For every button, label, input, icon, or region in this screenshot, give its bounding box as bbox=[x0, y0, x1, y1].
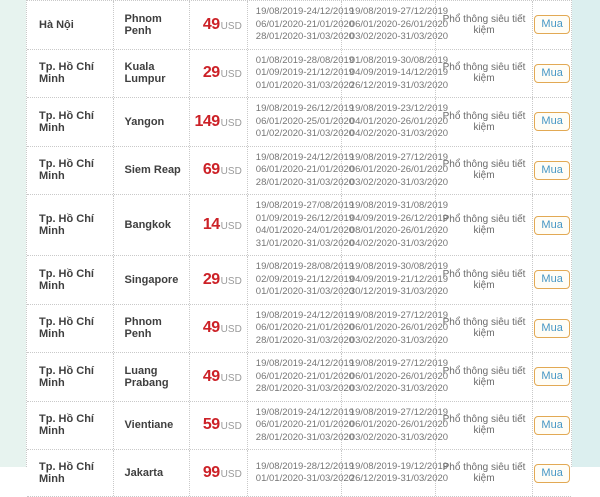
fare-class-label: Phổ thông siêu tiết kiệm bbox=[442, 62, 526, 85]
booking-period-line: 19/08/2019-24/12/2019 bbox=[255, 151, 355, 163]
origin-cell bbox=[27, 50, 114, 98]
booking-period-line: 01/09/2019-26/12/2019 bbox=[255, 212, 355, 224]
travel-period-cell bbox=[342, 50, 449, 98]
booking-period-line: 19/08/2019-28/08/2019 bbox=[255, 261, 355, 272]
booking-period-cell bbox=[248, 195, 355, 255]
booking-period-cell bbox=[248, 50, 355, 98]
price-cell bbox=[190, 98, 248, 146]
buy-cell bbox=[533, 402, 571, 450]
fare-class-cell bbox=[436, 402, 533, 450]
origin-cell bbox=[27, 1, 114, 49]
fares-table bbox=[26, 0, 572, 485]
price bbox=[203, 161, 242, 179]
destination-city: Kuala Lumpur bbox=[124, 61, 166, 86]
booking-period-line: 19/08/2019-28/12/2019 bbox=[255, 460, 355, 472]
travel-period-cell bbox=[342, 147, 449, 195]
buy-cell bbox=[533, 305, 571, 353]
travel-period-line: 26/12/2019-31/03/2020 bbox=[349, 79, 449, 91]
fare-row bbox=[27, 98, 571, 147]
travel-period-line: 19/08/2019-30/08/2019 bbox=[349, 261, 449, 272]
travel-period-line: 03/02/2020-31/03/2020 bbox=[349, 334, 449, 346]
left-background-strip bbox=[0, 0, 26, 467]
buy-button[interactable]: Mua bbox=[534, 161, 569, 180]
booking-period-line: 01/08/2019-28/08/2019 bbox=[255, 54, 355, 66]
price-cell bbox=[190, 402, 248, 450]
travel-period-line: 01/08/2019-30/08/2019 bbox=[349, 54, 449, 66]
buy-cell bbox=[533, 1, 571, 49]
origin-cell bbox=[27, 195, 114, 255]
price-cell bbox=[190, 195, 248, 255]
travel-period-line: 06/01/2020-26/01/2020 bbox=[349, 164, 449, 175]
fare-class-cell bbox=[436, 195, 533, 255]
buy-button[interactable]: Mua bbox=[534, 367, 569, 386]
fare-class-label: Phổ thông siêu tiết kiệm bbox=[442, 110, 526, 133]
origin-city: Tp. Hồ Chí Minh bbox=[39, 461, 94, 485]
fare-class-label: Phổ thông siêu tiết kiệm bbox=[442, 317, 526, 340]
booking-period-cell bbox=[248, 1, 355, 49]
price-cell bbox=[190, 256, 248, 304]
buy-cell bbox=[533, 450, 571, 496]
destination-cell bbox=[114, 50, 191, 98]
travel-period-line: 04/09/2019-26/12/2019 bbox=[349, 212, 449, 224]
origin-cell bbox=[27, 98, 114, 146]
travel-period-cell bbox=[342, 353, 449, 401]
buy-button[interactable]: Mua bbox=[534, 112, 569, 131]
booking-period-line: 19/08/2019-24/12/2019 bbox=[255, 406, 355, 418]
travel-period-cell bbox=[342, 256, 449, 304]
fare-class-label: Phổ thông siêu tiết kiệm bbox=[442, 159, 526, 182]
booking-period-line: 06/01/2020-25/01/2020 bbox=[255, 115, 355, 127]
destination-city: Yangon bbox=[124, 115, 165, 128]
travel-period-line: 19/08/2019-23/12/2019 bbox=[349, 103, 449, 114]
price-currency: USD bbox=[220, 372, 242, 384]
travel-period-line: 26/12/2019-31/03/2020 bbox=[349, 473, 449, 484]
booking-period-line: 06/01/2020-21/01/2020 bbox=[255, 322, 355, 333]
price bbox=[194, 113, 241, 131]
fare-class-label: Phổ thông siêu tiết kiệm bbox=[442, 13, 526, 36]
buy-button[interactable]: Mua bbox=[534, 319, 569, 338]
travel-period-line: 08/01/2020-26/01/2020 bbox=[349, 225, 449, 236]
fare-class-label: Phổ thông siêu tiết kiệm bbox=[442, 365, 526, 388]
buy-cell bbox=[533, 98, 571, 146]
travel-period-line: 04/09/2019-14/12/2019 bbox=[349, 67, 449, 78]
price-amount: 49 bbox=[202, 367, 220, 385]
fare-class-cell bbox=[436, 353, 533, 401]
buy-cell bbox=[533, 353, 571, 401]
booking-period-cell bbox=[248, 353, 355, 401]
travel-period-line: 19/08/2019-27/12/2019 bbox=[349, 151, 449, 163]
origin-cell bbox=[27, 256, 114, 304]
booking-period-line: 19/08/2019-24/12/2019 bbox=[255, 6, 355, 17]
booking-period-line: 28/01/2020-31/03/2020 bbox=[255, 431, 355, 443]
booking-period-cell bbox=[248, 147, 355, 195]
price-amount: 69 bbox=[202, 161, 220, 179]
booking-period-line: 19/08/2019-27/08/2019 bbox=[255, 200, 355, 211]
booking-period-line: 01/01/2020-31/03/2020 bbox=[255, 473, 355, 484]
destination-cell bbox=[114, 195, 191, 255]
travel-period-line: 03/02/2020-31/03/2020 bbox=[349, 431, 449, 443]
buy-cell bbox=[533, 147, 571, 195]
buy-button[interactable]: Mua bbox=[534, 64, 569, 83]
fare-class-label: Phổ thông siêu tiết kiệm bbox=[442, 414, 526, 437]
price bbox=[203, 368, 242, 386]
price-currency: USD bbox=[220, 166, 242, 178]
booking-period-line: 28/01/2020-31/03/2020 bbox=[255, 31, 355, 42]
price-amount: 29 bbox=[202, 64, 220, 82]
booking-period-line: 06/01/2020-21/01/2020 bbox=[255, 18, 355, 30]
travel-period-line: 19/08/2019-19/12/2019 bbox=[349, 460, 449, 472]
price-currency: USD bbox=[220, 275, 242, 287]
destination-cell bbox=[114, 1, 191, 49]
fare-row bbox=[27, 305, 571, 354]
travel-period-line: 19/08/2019-27/12/2019 bbox=[349, 406, 449, 418]
price-currency: USD bbox=[220, 221, 242, 232]
destination-city: Luang Prabang bbox=[124, 364, 169, 389]
price-amount: 29 bbox=[202, 270, 220, 288]
fare-class-label: Phổ thông siêu tiết kiệm bbox=[442, 214, 526, 236]
origin-cell bbox=[27, 353, 114, 401]
fare-row bbox=[27, 195, 571, 256]
booking-period-line: 01/01/2020-31/03/2020 bbox=[255, 286, 355, 297]
booking-period-line: 01/01/2020-31/03/2020 bbox=[255, 79, 355, 91]
travel-period-cell bbox=[342, 1, 449, 49]
travel-period-line: 06/01/2020-26/01/2020 bbox=[349, 370, 449, 382]
buy-button[interactable]: Mua bbox=[534, 464, 569, 483]
price-cell bbox=[190, 50, 248, 98]
travel-period-line: 19/08/2019-27/12/2019 bbox=[349, 358, 449, 369]
booking-period-line: 28/01/2020-31/03/2020 bbox=[255, 334, 355, 346]
price-cell bbox=[190, 305, 248, 353]
price-amount: 99 bbox=[202, 464, 220, 481]
price-currency: USD bbox=[220, 469, 242, 480]
booking-period-cell bbox=[248, 256, 355, 304]
booking-period-line: 02/09/2019-21/12/2019 bbox=[255, 273, 355, 285]
fare-row bbox=[27, 50, 571, 99]
price-cell bbox=[190, 1, 248, 49]
travel-period-line: 06/01/2020-26/01/2020 bbox=[349, 322, 449, 333]
price bbox=[203, 271, 242, 289]
destination-city: Vientiane bbox=[124, 419, 174, 432]
price bbox=[203, 216, 242, 234]
price-cell bbox=[190, 450, 248, 496]
fare-row bbox=[27, 353, 571, 402]
fare-class-cell bbox=[436, 256, 533, 304]
price-amount: 149 bbox=[194, 112, 220, 130]
travel-period-line: 03/02/2020-31/03/2020 bbox=[349, 176, 449, 188]
booking-period-cell bbox=[248, 402, 355, 450]
booking-period-line: 19/08/2019-26/12/2019 bbox=[255, 103, 355, 114]
origin-cell bbox=[27, 450, 114, 496]
destination-cell bbox=[114, 305, 191, 353]
booking-period-line: 19/08/2019-24/12/2019 bbox=[255, 309, 355, 321]
fare-class-cell bbox=[436, 147, 533, 195]
booking-period-line: 04/01/2020-24/01/2020 bbox=[255, 225, 355, 236]
fare-class-label: Phổ thông siêu tiết kiệm bbox=[442, 268, 526, 291]
travel-period-line: 04/02/2020-31/03/2020 bbox=[349, 237, 449, 249]
booking-period-cell bbox=[248, 98, 355, 146]
origin-city: Tp. Hồ Chí Minh bbox=[39, 61, 94, 86]
buy-cell bbox=[533, 256, 571, 304]
travel-period-line: 06/01/2020-26/01/2020 bbox=[349, 419, 449, 430]
price bbox=[203, 416, 242, 434]
origin-city: Tp. Hồ Chí Minh bbox=[39, 158, 94, 183]
buy-button[interactable]: Mua bbox=[534, 216, 569, 235]
origin-cell bbox=[27, 147, 114, 195]
fare-class-cell bbox=[436, 98, 533, 146]
travel-period-line: 03/02/2020-31/03/2020 bbox=[349, 383, 449, 394]
fare-row bbox=[27, 1, 571, 50]
booking-period-line: 28/01/2020-31/03/2020 bbox=[255, 383, 355, 394]
booking-period-line: 28/01/2020-31/03/2020 bbox=[255, 176, 355, 188]
destination-cell bbox=[114, 256, 191, 304]
price-currency: USD bbox=[220, 20, 242, 32]
price-cell bbox=[190, 147, 248, 195]
price-currency: USD bbox=[220, 69, 242, 81]
travel-period-line: 04/02/2020-31/03/2020 bbox=[349, 128, 449, 139]
price-amount: 14 bbox=[202, 216, 220, 233]
price-amount: 49 bbox=[202, 15, 220, 33]
fare-row bbox=[27, 450, 571, 497]
travel-period-line: 04/09/2019-21/12/2019 bbox=[349, 273, 449, 285]
price-amount: 59 bbox=[202, 416, 220, 434]
booking-period-line: 06/01/2020-21/01/2020 bbox=[255, 164, 355, 175]
origin-city: Tp. Hồ Chí Minh bbox=[39, 267, 94, 292]
origin-city: Hà Nội bbox=[39, 18, 74, 31]
fare-row bbox=[27, 402, 571, 451]
fare-class-cell bbox=[436, 305, 533, 353]
origin-city: Tp. Hồ Chí Minh bbox=[39, 213, 94, 237]
buy-button[interactable]: Mua bbox=[534, 416, 569, 435]
fare-class-cell bbox=[436, 1, 533, 49]
booking-period-line: 06/01/2020-21/01/2020 bbox=[255, 370, 355, 382]
travel-period-line: 04/01/2020-26/01/2020 bbox=[349, 115, 449, 127]
price bbox=[203, 64, 242, 82]
booking-period-cell bbox=[248, 450, 355, 496]
price bbox=[203, 16, 242, 34]
destination-cell bbox=[114, 147, 191, 195]
buy-cell bbox=[533, 195, 571, 255]
price-cell bbox=[190, 353, 248, 401]
fare-class-cell bbox=[436, 50, 533, 98]
travel-period-line: 19/08/2019-27/12/2019 bbox=[349, 309, 449, 321]
origin-city: Tp. Hồ Chí Minh bbox=[39, 316, 94, 341]
origin-city: Tp. Hồ Chí Minh bbox=[39, 413, 94, 438]
origin-city: Tp. Hồ Chí Minh bbox=[39, 364, 94, 389]
travel-period-line: 03/02/2020-31/03/2020 bbox=[349, 31, 449, 42]
destination-city: Phnom Penh bbox=[124, 12, 162, 37]
booking-period-line: 06/01/2020-21/01/2020 bbox=[255, 419, 355, 430]
destination-cell bbox=[114, 353, 191, 401]
travel-period-line: 19/08/2019-27/12/2019 bbox=[349, 6, 449, 17]
fare-class-cell bbox=[436, 450, 533, 496]
travel-period-cell bbox=[342, 195, 449, 255]
travel-period-line: 30/12/2019-31/03/2020 bbox=[349, 286, 449, 297]
destination-city: Siem Reap bbox=[124, 164, 181, 177]
destination-cell bbox=[114, 450, 191, 496]
booking-period-line: 01/02/2020-31/03/2020 bbox=[255, 128, 355, 139]
booking-period-line: 01/09/2019-21/12/2019 bbox=[255, 67, 355, 78]
price-currency: USD bbox=[220, 117, 242, 129]
travel-period-line: 19/08/2019-31/08/2019 bbox=[349, 200, 449, 211]
travel-period-cell bbox=[342, 305, 449, 353]
right-background-strip bbox=[572, 0, 600, 467]
destination-city: Singapore bbox=[124, 273, 179, 286]
price-amount: 49 bbox=[202, 319, 220, 337]
booking-period-cell bbox=[248, 305, 355, 353]
price bbox=[203, 319, 242, 337]
buy-cell bbox=[533, 50, 571, 98]
origin-city: Tp. Hồ Chí Minh bbox=[39, 109, 94, 134]
buy-button[interactable]: Mua bbox=[534, 15, 569, 34]
travel-period-cell bbox=[342, 450, 449, 496]
fare-class-label: Phổ thông siêu tiết kiệm bbox=[442, 462, 526, 484]
travel-period-cell bbox=[342, 98, 449, 146]
price-currency: USD bbox=[220, 421, 242, 433]
destination-city: Jakarta bbox=[124, 467, 164, 479]
booking-period-line: 19/08/2019-24/12/2019 bbox=[255, 358, 355, 369]
travel-period-cell bbox=[342, 402, 449, 450]
travel-period-line: 06/01/2020-26/01/2020 bbox=[349, 18, 449, 30]
origin-cell bbox=[27, 305, 114, 353]
fare-row bbox=[27, 256, 571, 305]
origin-cell bbox=[27, 402, 114, 450]
price-currency: USD bbox=[220, 324, 242, 336]
destination-cell bbox=[114, 98, 191, 146]
destination-city: Bangkok bbox=[124, 219, 171, 231]
booking-period-line: 31/01/2020-31/03/2020 bbox=[255, 237, 355, 249]
destination-city: Phnom Penh bbox=[124, 316, 162, 341]
destination-cell bbox=[114, 402, 191, 450]
fare-row bbox=[27, 147, 571, 196]
buy-button[interactable]: Mua bbox=[534, 270, 569, 289]
